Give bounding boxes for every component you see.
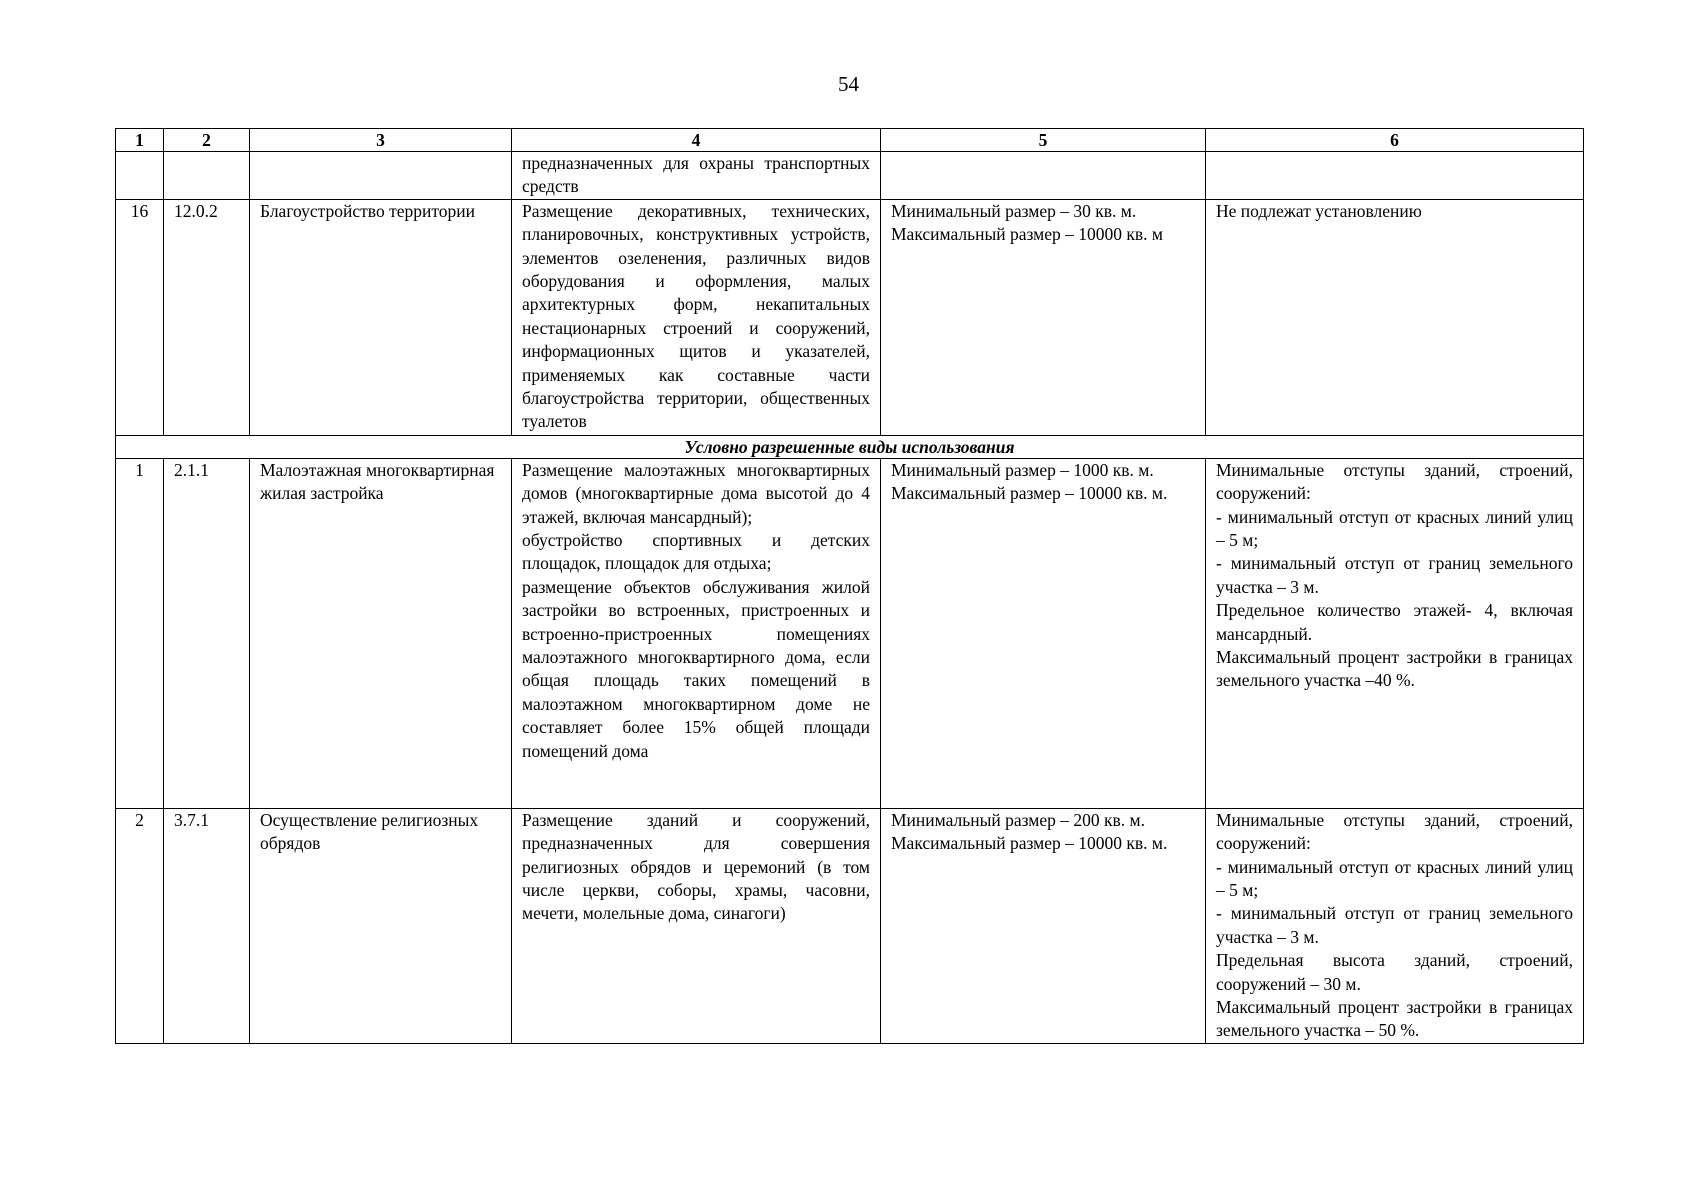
table-row: [116, 199, 1584, 435]
use-name-cell: [250, 152, 512, 200]
column-header: 3: [250, 129, 512, 152]
use-code-cell: 2.1.1: [164, 458, 250, 808]
description-cell-paragraph: Размещение малоэтажных многоквартирных домов (многоквартирные дома высотой до 4 этажей, включая мансардный);: [522, 459, 870, 527]
section-row: [116, 435, 1584, 458]
description-cell-paragraph: Размещение зданий и сооружений, предназначенных для совершения религиозных обрядов и церемоний (в том числе церкви, соборы, храмы, часовни, мечети, молельные дома, синагоги): [522, 809, 870, 924]
plot-size-cell: [881, 458, 1206, 808]
parameters-cell: [1206, 808, 1584, 1043]
use-code-cell: 12.0.2: [164, 199, 250, 435]
row-number-cell: 16: [116, 199, 164, 435]
parameters-cell-paragraph: Предельное количество этажей- 4, включая мансардный.: [1216, 600, 1573, 644]
plot-size-cell: [881, 152, 1206, 200]
description-cell: [512, 458, 881, 808]
column-header: 2: [164, 129, 250, 152]
parameters-cell-paragraph: - минимальный отступ от красных линий улиц – 5 м;: [1216, 856, 1573, 901]
description-cell: [512, 808, 881, 1043]
plot-size-cell-paragraph: Минимальный размер – 30 кв. м.: [891, 200, 1137, 221]
description-cell: [512, 199, 881, 435]
page-number: 54: [838, 72, 859, 96]
parameters-cell-paragraph: Предельная высота зданий, строений, сооружений – 30 м.: [1216, 950, 1573, 994]
parameters-cell-paragraph: - минимальный отступ от границ земельного участка – 3 м.: [1216, 553, 1573, 597]
use-name-cell: Благоустройство территории: [250, 199, 512, 435]
plot-size-cell: [881, 199, 1206, 435]
row-number-cell: [116, 152, 164, 200]
land-use-table: [115, 128, 1584, 1044]
use-code-cell: [164, 152, 250, 200]
column-header: 6: [1206, 129, 1584, 152]
plot-size-cell-paragraph: Максимальный размер – 10000 кв. м.: [891, 483, 1168, 504]
table-header-row: [116, 129, 1584, 152]
use-code-cell: 3.7.1: [164, 808, 250, 1043]
description-cell-paragraph: предназначенных для охраны транспортных средств: [522, 153, 870, 197]
parameters-cell-paragraph: Максимальный процент застройки в границах земельного участка –40 %.: [1216, 647, 1573, 691]
description-cell-paragraph: обустройство спортивных и детских площадок, площадок для отдыха;: [522, 530, 870, 574]
plot-size-cell-paragraph: Минимальный размер – 200 кв. м.: [891, 809, 1145, 830]
parameters-cell-paragraph: Минимальные отступы зданий, строений, сооружений:: [1216, 809, 1573, 854]
plot-size-cell-paragraph: Максимальный размер – 10000 кв. м.: [891, 833, 1168, 854]
description-cell-paragraph: размещение объектов обслуживания жилой застройки во встроенных, пристроенных и встроенно-пристроенных помещениях малоэтажного многоквартирного дома, если общая площадь таких помещений в малоэтажном многоквартирном доме не составляет более 15% общей площади помещений дома: [522, 576, 870, 761]
parameters-cell-paragraph: Минимальные отступы зданий, строений, сооружений:: [1216, 459, 1573, 504]
row-number-cell: 1: [116, 458, 164, 808]
plot-size-cell-paragraph: Максимальный размер – 10000 кв. м: [891, 224, 1163, 245]
description-cell-paragraph: Размещение декоративных, технических, планировочных, конструктивных устройств, элементов озеленения, различных видов оборудования и оформления, малых архитектурных форм, некапитальных нестационарных строений и сооружений, информационных щитов и указателей, применяемых как составные части благоустройства территории, общественных туалетов: [522, 200, 870, 432]
parameters-cell: [1206, 458, 1584, 808]
parameters-cell: [1206, 152, 1584, 200]
table-row: [116, 808, 1584, 1043]
table-body: [116, 152, 1584, 1044]
parameters-cell-paragraph: - минимальный отступ от границ земельного участка – 3 м.: [1216, 903, 1573, 947]
section-title: Условно разрешенные виды использования: [116, 435, 1584, 458]
table-row: [116, 458, 1584, 808]
plot-size-cell: [881, 808, 1206, 1043]
parameters-cell-paragraph: - минимальный отступ от красных линий улиц – 5 м;: [1216, 506, 1573, 551]
description-cell: [512, 152, 881, 200]
plot-size-cell-paragraph: Минимальный размер – 1000 кв. м.: [891, 459, 1154, 480]
column-header: 4: [512, 129, 881, 152]
column-header: 5: [881, 129, 1206, 152]
parameters-cell: [1206, 199, 1584, 435]
use-name-cell: Осуществление религиозных обрядов: [250, 808, 512, 1043]
parameters-cell-paragraph: Не подлежат установлению: [1216, 200, 1422, 221]
row-number-cell: 2: [116, 808, 164, 1043]
table-row: [116, 152, 1584, 200]
parameters-cell-paragraph: Максимальный процент застройки в границах земельного участка – 50 %.: [1216, 997, 1573, 1041]
use-name-cell: Малоэтажная многоквартирная жилая застройка: [250, 458, 512, 808]
column-header: 1: [116, 129, 164, 152]
